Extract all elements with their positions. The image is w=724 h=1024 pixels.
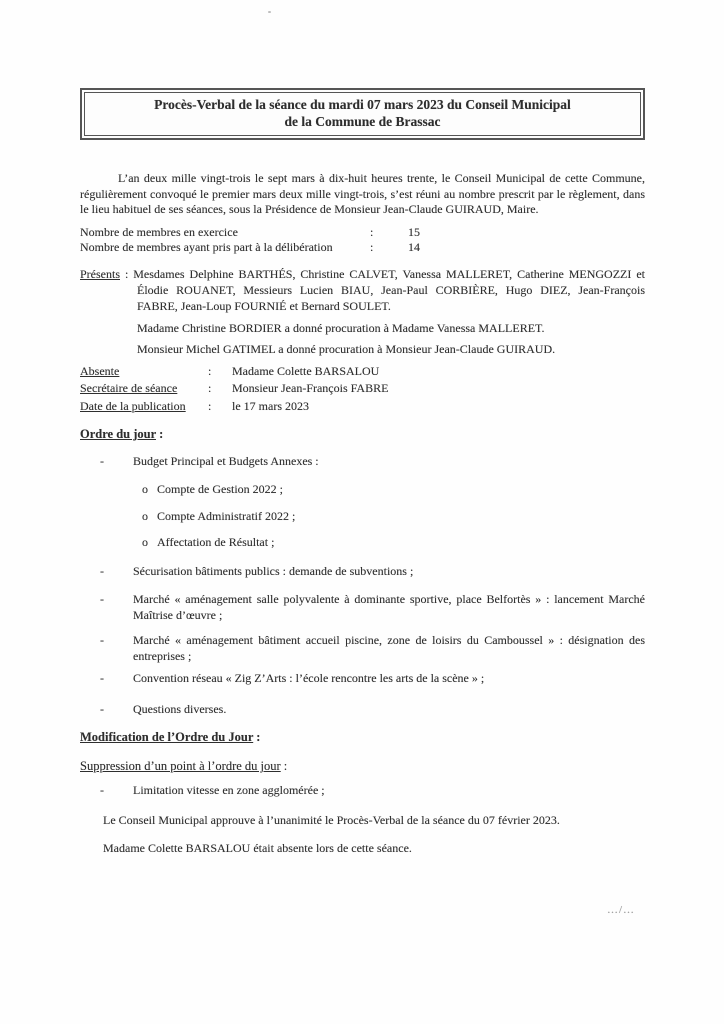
colon: : <box>280 759 288 774</box>
info-row-label: Absente <box>80 364 120 379</box>
approval-paragraph: Le Conseil Municipal approuve à l’unanimité le Procès-Verbal de la séance du 07 février 2023. <box>103 812 560 827</box>
info-row-value: Monsieur Jean-François FABRE <box>232 381 389 396</box>
members-count-block <box>80 225 645 256</box>
absent-row <box>80 363 645 380</box>
suppression-heading: Suppression d’un point à l’ordre du jour : <box>80 759 288 774</box>
dash-bullet: - <box>100 701 104 716</box>
colon: : <box>120 267 134 282</box>
member-row-label: Nombre de membres ayant pris part à la délibération <box>80 239 333 254</box>
document-title <box>84 92 641 136</box>
agenda-subitem-compte-gestion: o Compte de Gestion 2022 ; <box>142 482 283 497</box>
dash-bullet: - <box>100 563 104 578</box>
continuation-mark: …/… <box>606 904 635 916</box>
circle-bullet: o <box>142 535 148 550</box>
colon: : <box>208 381 212 396</box>
proxy-note: Madame Christine BORDIER a donné procuration à Madame Vanessa MALLERET. <box>137 321 545 336</box>
member-row-value: 15 <box>408 224 420 239</box>
colon: : <box>370 224 374 239</box>
agenda-heading: Ordre du jour : <box>80 426 164 441</box>
colon: : <box>253 730 261 745</box>
agenda-item-securisation: - Sécurisation bâtiments publics : demande de subventions ; <box>100 563 414 578</box>
circle-bullet: o <box>142 482 148 497</box>
member-row-value: 14 <box>408 239 420 254</box>
dash-bullet: - <box>100 592 104 607</box>
secretary-row <box>80 380 645 397</box>
info-row-value: Madame Colette BARSALOU <box>232 364 380 379</box>
document-content <box>80 0 645 857</box>
document-title-line1: Procès-Verbal de la séance du mardi 07 mars 2023 du Conseil Municipal <box>154 97 571 112</box>
members-deliberation-row <box>80 240 645 255</box>
circle-bullet: o <box>142 508 148 523</box>
member-row-label: Nombre de membres en exercice <box>80 224 238 239</box>
colon: : <box>208 364 212 379</box>
colon: : <box>370 239 374 254</box>
session-info-block <box>80 363 645 415</box>
publication-date-row <box>80 398 645 415</box>
info-row-label: Secrétaire de séance <box>80 381 178 396</box>
members-in-exercise-row <box>80 225 645 240</box>
proxy-note: Monsieur Michel GATIMEL a donné procuration à Monsieur Jean-Claude GUIRAUD. <box>137 341 556 356</box>
dash-bullet: - <box>100 453 104 468</box>
absence-note: Madame Colette BARSALOU était absente lors de cette séance. <box>103 841 412 856</box>
suppression-item-limitation-vitesse: - Limitation vitesse en zone agglomérée ; <box>100 783 325 798</box>
agenda-item-marche-salle: - Marché « aménagement salle polyvalente à dominante sportive, place Belfortès » : lancement Marché Maîtrise d’œuvre ; <box>100 592 645 622</box>
title-box <box>80 88 645 140</box>
document-title-line2: de la Commune de Brassac <box>284 114 441 129</box>
agenda-item-budget: - Budget Principal et Budgets Annexes : <box>100 453 319 468</box>
agenda-subitem-compte-administratif: o Compte Administratif 2022 ; <box>142 508 296 523</box>
info-row-label: Date de la publication <box>80 398 186 413</box>
dash-bullet: - <box>100 783 104 798</box>
presents-label: Présents <box>80 267 120 282</box>
modification-heading: Modification de l’Ordre du Jour : <box>80 730 261 745</box>
agenda-item-questions-diverses: - Questions diverses. <box>100 701 227 716</box>
agenda-item-convention: - Convention réseau « Zig Z’Arts : l’école rencontre les arts de la scène » ; <box>100 671 485 686</box>
colon: : <box>155 426 164 441</box>
presents-block <box>80 266 645 314</box>
agenda-subitem-affectation-resultat: o Affectation de Résultat ; <box>142 535 275 550</box>
dash-bullet: - <box>100 671 104 686</box>
intro-paragraph: L’an deux mille vingt-trois le sept mars à dix-huit heures trente, le Conseil Municipal de cette Commune, régulièrement convoqué le premier mars deux mille vingt-trois, s’est réuni au nombre prescrit par le règlement, dans le lieu habituel de ses séances, sous la Présidence de Monsieur Jean-Claude GUIRAUD, Maire. <box>80 171 645 216</box>
agenda-item-marche-piscine: - Marché « aménagement bâtiment accueil piscine, zone de loisirs du Camboussel » : désignation des entreprises ; <box>100 633 645 663</box>
dash-bullet: - <box>100 633 104 648</box>
presents-text: Mesdames Delphine BARTHÉS, Christine CALVET, Vanessa MALLERET, Catherine MENGOZZI et Élodie ROUANET, Messieurs Lucien BIAU, Jean-Paul CORBIÈRE, Hugo DIEZ, Jean-François FABRE, Jean-Loup FOURNIÉ et Bernard SOULET. <box>133 267 645 314</box>
colon: : <box>208 398 212 413</box>
info-row-value: le 17 mars 2023 <box>232 398 309 413</box>
